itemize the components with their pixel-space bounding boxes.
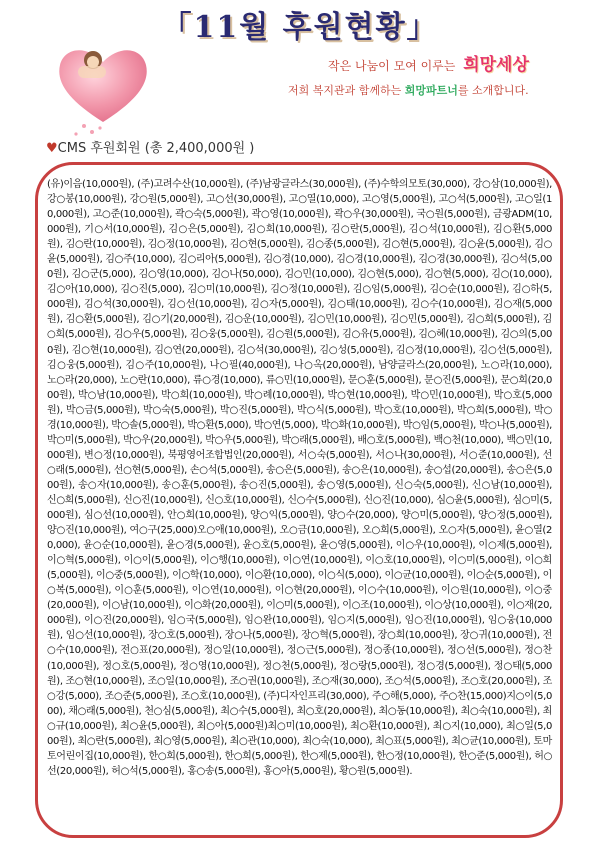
section-title: CMS 후원회원 (총 2,400,000원 ) bbox=[57, 141, 255, 156]
tagline-prefix: 작은 나눔이 모여 이루는 bbox=[328, 59, 456, 73]
tagline bbox=[328, 50, 529, 75]
intro-line bbox=[288, 82, 529, 98]
section-heading bbox=[46, 137, 254, 156]
page-title: 「11월 후원현황」 bbox=[161, 10, 439, 45]
brand-name: 희망세상 bbox=[463, 55, 529, 75]
intro-suffix: 를 소개합니다. bbox=[457, 84, 529, 97]
partner-name: 희망파트너 bbox=[404, 84, 458, 97]
page-header bbox=[150, 2, 450, 46]
intro-prefix: 저희 복지관과 함께하는 bbox=[288, 84, 402, 97]
heart-balloon-illustration bbox=[48, 30, 158, 140]
donor-list-text: (유)이음(10,000원), (주)고려수산(10,000원), (주)남광글라스(30,000원), (주)수학의모토(30,000), 강○삼(10,000원), 강○봉(10,000원), 강○원(5,000원), 고○선(30,000원), 고○열(10,000), 고○영(5,000원), 고○석(5,000원), 고○일(10,000원), 고○준(10,000원), 곽○숙(5,000원), 곽○영(10,000원), 곽○우(30,000원), 국○원(5,000원), 금광ADM(10,000원), 기○서(10,000원), 김○은(5,000원), 김○희(10,000원), 김○란(5,000원), 김○석(10,000원), 김○환(5,000원), 김○란(10,000원), 김○정(10,000원), 김○현(5,000원), 김○종(5,000원), 김○현(5,000원), 김○윤(5,000원), 김○윤(5,000원), 김○주(10,000), 김○리아(5,000원), 김○경(10,000), 김○경(10,000원), 김○경(30,000원), 김○석(5,000원), 김○군(5,000), 김○영(10,000), 김○나(50,000), 김○민(10,000), 김○현(5,000), 김○현(5,000), 김○(10,000), 김○아(10,000), 김○진(5,000), 김○미(10,000원), 김○정(10,000원), 김○임(5,000원), 김○순(10,000원), 김○하(5,000원), 김○석(30,000원), 김○선(10,000원), 김○자(5,000원), 김○태(10,000원), 김○수(10,000원), 김○재(5,000원), 김○환(5,000원), 김○기(20,000원), 김○운(10,000원), 김○민(10,000원), 김○민(5,000원), 김○희(5,000원), 김○희(5,000원), 김○우(5,000원), 김○웅(5,000원), 김○원(5,000원), 김○유(5,000원), 김○혜(10,000원), 김○의(5,000원), 김○현(10,000원), 김○연(20,000원), 김○석(30,000원), 김○성(5,000원), 김○정(10,000원), 김○선(5,000원), 김○웅(5,000원), 김○주(10,000원), 나○필(40,000원), 나○옥(20,000원), 남양글라스(20,000원), 노○라(10,000), 노○라(20,000), 노○란(10,000), 류○경(10,000), 류○민(10,000원), 문○훈(5,000원), 문○진(5,000원), 문○희(20,000원), 박○남(10,000원), 박○희(10,000원), 박○례(10,000원), 박○현(10,000원), 박○민(10,000원), 박○호(5,000원), 박○금(5,000원), 박○숙(5,000원), 박○진(5,000원), 박○식(5,000원), 박○호(10,000원), 박○희(5,000원), 박○경(10,000원), 박○솔(5,000원), 박○환(5,000), 박○연(5,000), 박○화(10,000원), 박○임(5,000원), 박○나(5,000원), 박○미(5,000원), 박○우(20,000원), 박○우(5,000원), 박○래(5,000원), 배○호(5,000원), 백○천(10,000), 백○민(10,000원), 변○정(10,000원), 북평영어조합법인(20,000원), 서○숙(5,000원), 서○나(30,000원), 서○준(10,000원), 선○래(5,000원), 선○현(5,000원), 손○석(5,000원), 송○은(5,000원), 송○은(10,000원), 송○섭(20,000원), 송○은(5,000원), 송○자(10,000원), 송○훈(5,000원), 송○진(5,000원), 송○영(5,000원), 신○숙(5,000원), 신○남(10,000원), 신○희(5,000원), 신○진(10,000원), 신○호(10,000원), 신○수(5,000원), 신○진(10,000), 심○윤(5,000원), 심○미(5,000원), 심○선(10,000원), 안○희(10,000원), 양○익(5,000원), 양○수(20,000), 양○미(5,000원), 양○정(5,000원), 양○진(10,000원), 여○구(25,000)오○애(10,000원), 오○금(10,000원), 오○희(5,000원), 오○자(5,000원), 윤○열(20,000), 윤○순(10,000원), 윤○경(5,000원), 윤○호(5,000원), 윤○영(5,000원), 이○우(10,000원), 이○제(5,000원), 이○혁(5,000원), 이○이(5,000원), 이○행(10,000원), 이○연(10,000원), 이○호(10,000원), 이○미(5,000원), 이○희(5,000원), 이○중(5,000원), 이○학(10,000), 이○환(10,000), 이○식(5,000), 이○균(10,000원), 이○순(5,000원), 이○복(5,000원), 이○훈(5,000원), 이○연(10,000원), 이○현(20,000원), 이○수(10,000원), 이○원(10,000원), 이○중(20,000원), 이○남(10,000원), 이○화(20,000원), 이○미(5,000원), 이○조(10,000원), 이○상(10,000원), 이○재(20,000원), 이○진(20,000원), 임○국(5,000원), 임○완(10,000원), 임○지(5,000원), 임○진(10,000원), 임○웅(10,000원), 임○선(10,000원), 장○호(5,000원), 장○나(5,000원), 장○혁(5,000원), 장○희(10,000원), 장○귀(10,000원), 전○수(10,000원), 전○표(20,000원), 정○일(10,000원), 정○근(5,000원), 정○종(10,000원), 정○선(5,000원), 정○찬(10,000원), 정○호(5,000원), 정○영(10,000원), 정○천(5,000원), 정○랑(5,000원), 정○경(5,000원), 정○태(5,000원), 조○현(10,000원), 조○일(10,000원), 조○권(10,000원), 조○재(30,000), 조○석(5,000원), 조○호(20,000원), 조○강(5,000), 조○준(5,000원), 조○호(10,000원), (주)디자인프리(30,000), 주○해(5,000), 주○찬(15,000)지○이(5,000), 채○래(5,000원), 천○심(5,000원), 최○수(5,000원), 최○호(20,000원), 최○동(10,000원), 최○숙(10,000원), 최○규(10,000원), 최○윤(5,000원), 최○아(5,000원)최○미(10,000원), 최○환(10,000원), 최○지(10,000), 최○일(5,000원), 최○란(5,000원), 최○영(5,000원), 최○관(10,000), 최○숙(10,000), 최○표(5,000원), 최○균(10,000원), 토마토어린이집(10,000원), 한○희(5,000원), 한○희(5,000원), 한○제(5,000원), 한○정(10,000원), 한○준(5,000원), 허○선(20,000원), 허○석(5,000원), 홍○송(5,000원), 홍○아(5,000원), 황○원(5,000원). bbox=[47, 179, 552, 777]
heart-icon: ♥ bbox=[46, 141, 58, 156]
